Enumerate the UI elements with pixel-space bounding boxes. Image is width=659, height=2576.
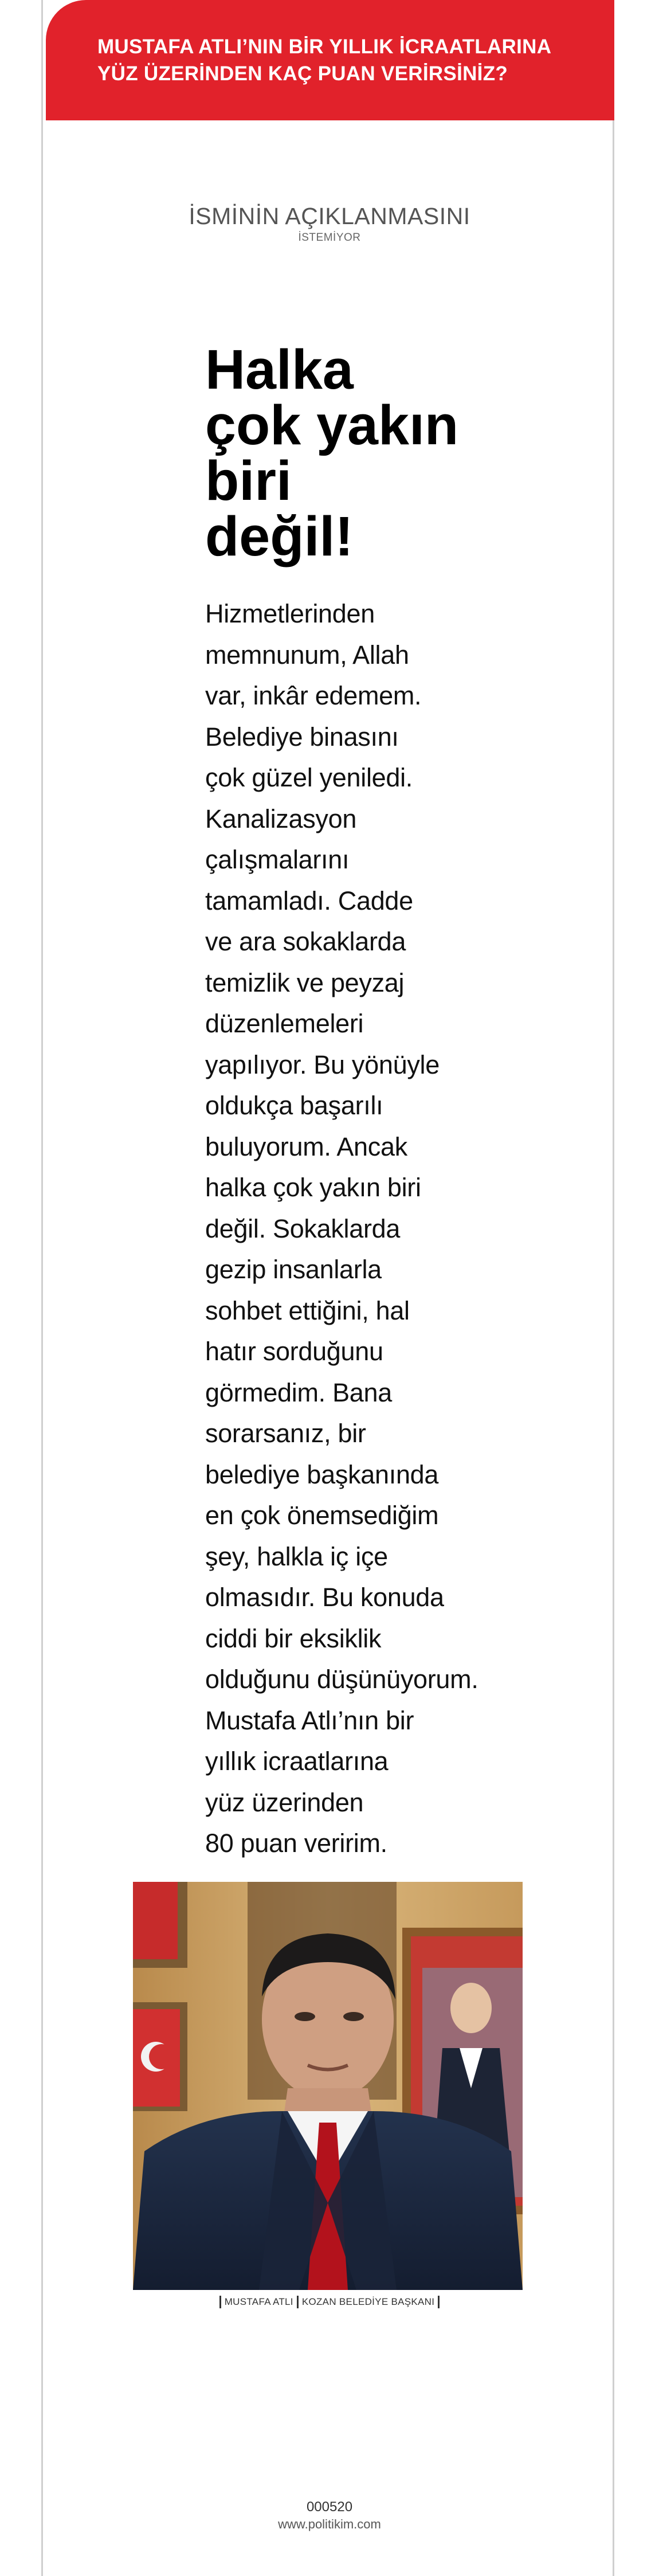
body-line: ve ara sokaklarda: [205, 927, 406, 956]
article-body: [205, 593, 480, 1864]
respondent-block: [0, 202, 659, 245]
caption-divider: [438, 2296, 440, 2308]
body-line: sohbet ettiğini, hal: [205, 1295, 410, 1325]
body-line: yıllık icraatlarına: [205, 1747, 389, 1776]
body-line: şey, halkla iç içe: [205, 1541, 388, 1571]
caption-divider: [297, 2296, 299, 2308]
headline-line: çok yakın: [205, 394, 459, 456]
portrait-photo: [133, 1882, 523, 2290]
body-line: yüz üzerinden: [205, 1787, 364, 1817]
body-line: ciddi bir eksiklik: [205, 1623, 382, 1653]
headline-line: biri: [205, 449, 292, 512]
headline-line: değil!: [205, 505, 354, 567]
body-line: halka çok yakın biri: [205, 1173, 421, 1202]
body-line: en çok önemsediğim: [205, 1501, 439, 1530]
body-line: belediye başkanında: [205, 1459, 439, 1489]
body-line: Kanalizasyon: [205, 804, 357, 833]
body-line: gezip insanlarla: [205, 1255, 382, 1284]
photo-caption: [0, 2296, 659, 2308]
body-line: oldukça başarılı: [205, 1091, 383, 1120]
page-code: 000520: [306, 2499, 353, 2515]
body-line: Mustafa Atlı’nın bir: [205, 1705, 414, 1735]
caption-title: KOZAN BELEDİYE BAŞKANI: [301, 2296, 435, 2307]
body-line: memnunum, Allah: [205, 640, 409, 670]
body-line: olduğunu düşünüyorum.: [205, 1665, 478, 1694]
footer: [0, 2499, 659, 2533]
body-line: Hizmetlerinden: [205, 599, 375, 628]
body-line: değil. Sokaklarda: [205, 1213, 401, 1243]
body-line: temizlik ve peyzaj: [205, 968, 405, 997]
body-line: Belediye binasını: [205, 722, 399, 751]
body-line: çalışmalarını: [205, 845, 350, 874]
body-line: buluyorum. Ancak: [205, 1132, 407, 1161]
respondent-name: İSMİNİN AÇIKLANMASINI: [189, 203, 470, 229]
body-line: sorarsanız, bir: [205, 1419, 366, 1448]
website-link: www.politikim.com: [278, 2517, 381, 2531]
banner-line-2: YÜZ ÜZERİNDEN KAÇ PUAN VERİRSİNİZ?: [97, 62, 508, 85]
body-line: 80 puan veririm.: [205, 1829, 387, 1858]
headline-line: Halka: [205, 338, 354, 401]
caption-divider: [219, 2296, 221, 2308]
body-line: hatır sorduğunu: [205, 1337, 383, 1366]
body-line: yapılıyor. Bu yönüyle: [205, 1050, 440, 1079]
body-line: tamamladı. Cadde: [205, 886, 413, 915]
body-line: olmasıdır. Bu konuda: [205, 1583, 444, 1612]
body-line: düzenlemeleri: [205, 1009, 364, 1038]
body-line: var, inkâr edemem.: [205, 681, 422, 710]
banner-line-1: MUSTAFA ATLI’NIN BİR YILLIK İCRAATLARINA: [97, 36, 552, 58]
question-banner: [46, 0, 614, 120]
respondent-subtitle: İSTEMİYOR: [298, 232, 361, 244]
body-line: görmedim. Bana: [205, 1377, 392, 1407]
caption-name: MUSTAFA ATLI: [224, 2296, 293, 2307]
body-line: çok güzel yeniledi.: [205, 763, 413, 792]
headline: [205, 338, 492, 567]
